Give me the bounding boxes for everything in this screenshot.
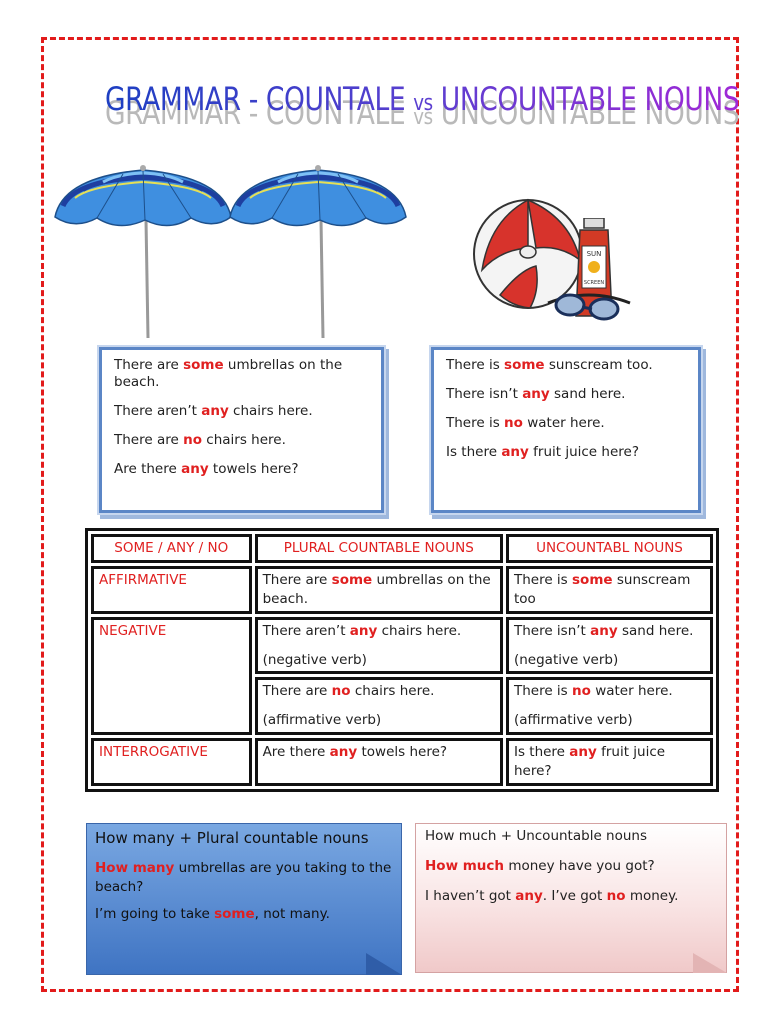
header-cell: PLURAL COUNTABLE NOUNS (255, 534, 503, 563)
note-heading: How many + Plural countable nouns (95, 829, 369, 847)
title-main (105, 80, 739, 118)
example-sentence: Are there any towels here? (114, 460, 299, 477)
example-sentence: Is there any fruit juice here? (446, 443, 639, 460)
countable-examples-box (99, 347, 384, 513)
table-row-negative (91, 617, 713, 675)
how-many-note (86, 823, 402, 975)
umbrella-icon (228, 162, 408, 340)
table-cell: There are some umbrellas on the beach. (255, 566, 503, 614)
row-label: AFFIRMATIVE (91, 566, 252, 614)
how-much-note (415, 823, 727, 973)
table-cell: There is no water here. (affirmative verb) (506, 677, 713, 735)
page-title (105, 80, 745, 140)
table-cell: There is some sunscream too (506, 566, 713, 614)
example-sentence: There are some umbrellas on the beach. (114, 357, 343, 390)
table-cell: Are there any towels here? (255, 738, 503, 786)
table-cell: There are no chairs here. (affirmative verb) (255, 677, 503, 735)
goggles-icon (544, 285, 634, 325)
table-cell: There isn’t any sand here. (negative verb) (506, 617, 713, 675)
note-line: How much money have you got? (425, 857, 655, 874)
table-row-interrogative (91, 738, 713, 786)
page-curl (366, 953, 402, 975)
title-part1: GRAMMAR - COUNTALE (105, 80, 414, 118)
row-label: NEGATIVE (91, 617, 252, 736)
page-curl (693, 953, 727, 973)
umbrella-icon (53, 162, 233, 340)
row-label: INTERROGATIVE (91, 738, 252, 786)
note-heading: How much + Uncountable nouns (425, 828, 647, 844)
header-cell: UNCOUNTABL NOUNS (506, 534, 713, 563)
table-cell: There aren’t any chairs here. (negative verb) (255, 617, 503, 675)
uncountable-examples-box (431, 347, 701, 513)
note-line: I’m going to take some, not many. (95, 905, 330, 922)
note-line: How many umbrellas are you taking to the beach? (95, 860, 392, 895)
sunscreen-label-line2: SCREEN (583, 280, 605, 286)
note-line: I haven’t got any. I’ve got no money. (425, 887, 679, 904)
example-sentence: There is some sunscream too. (446, 357, 653, 373)
title-part2: UNCOUNTABLE NOUNS (432, 80, 740, 118)
example-sentence: There is no water here. (446, 414, 605, 431)
header-cell: SOME / ANY / NO (91, 534, 252, 563)
sunscreen-label-line1: SUN (586, 250, 602, 258)
example-sentence: There are no chairs here. (114, 431, 286, 448)
example-sentence: There isn’t any sand here. (446, 385, 626, 402)
grammar-table (85, 528, 719, 792)
example-sentence: There aren’t any chairs here. (114, 402, 313, 419)
table-row-affirmative (91, 566, 713, 614)
title-vs: vs (413, 91, 433, 116)
table-cell: Is there any fruit juice here? (506, 738, 713, 786)
table-header-row (91, 534, 713, 563)
